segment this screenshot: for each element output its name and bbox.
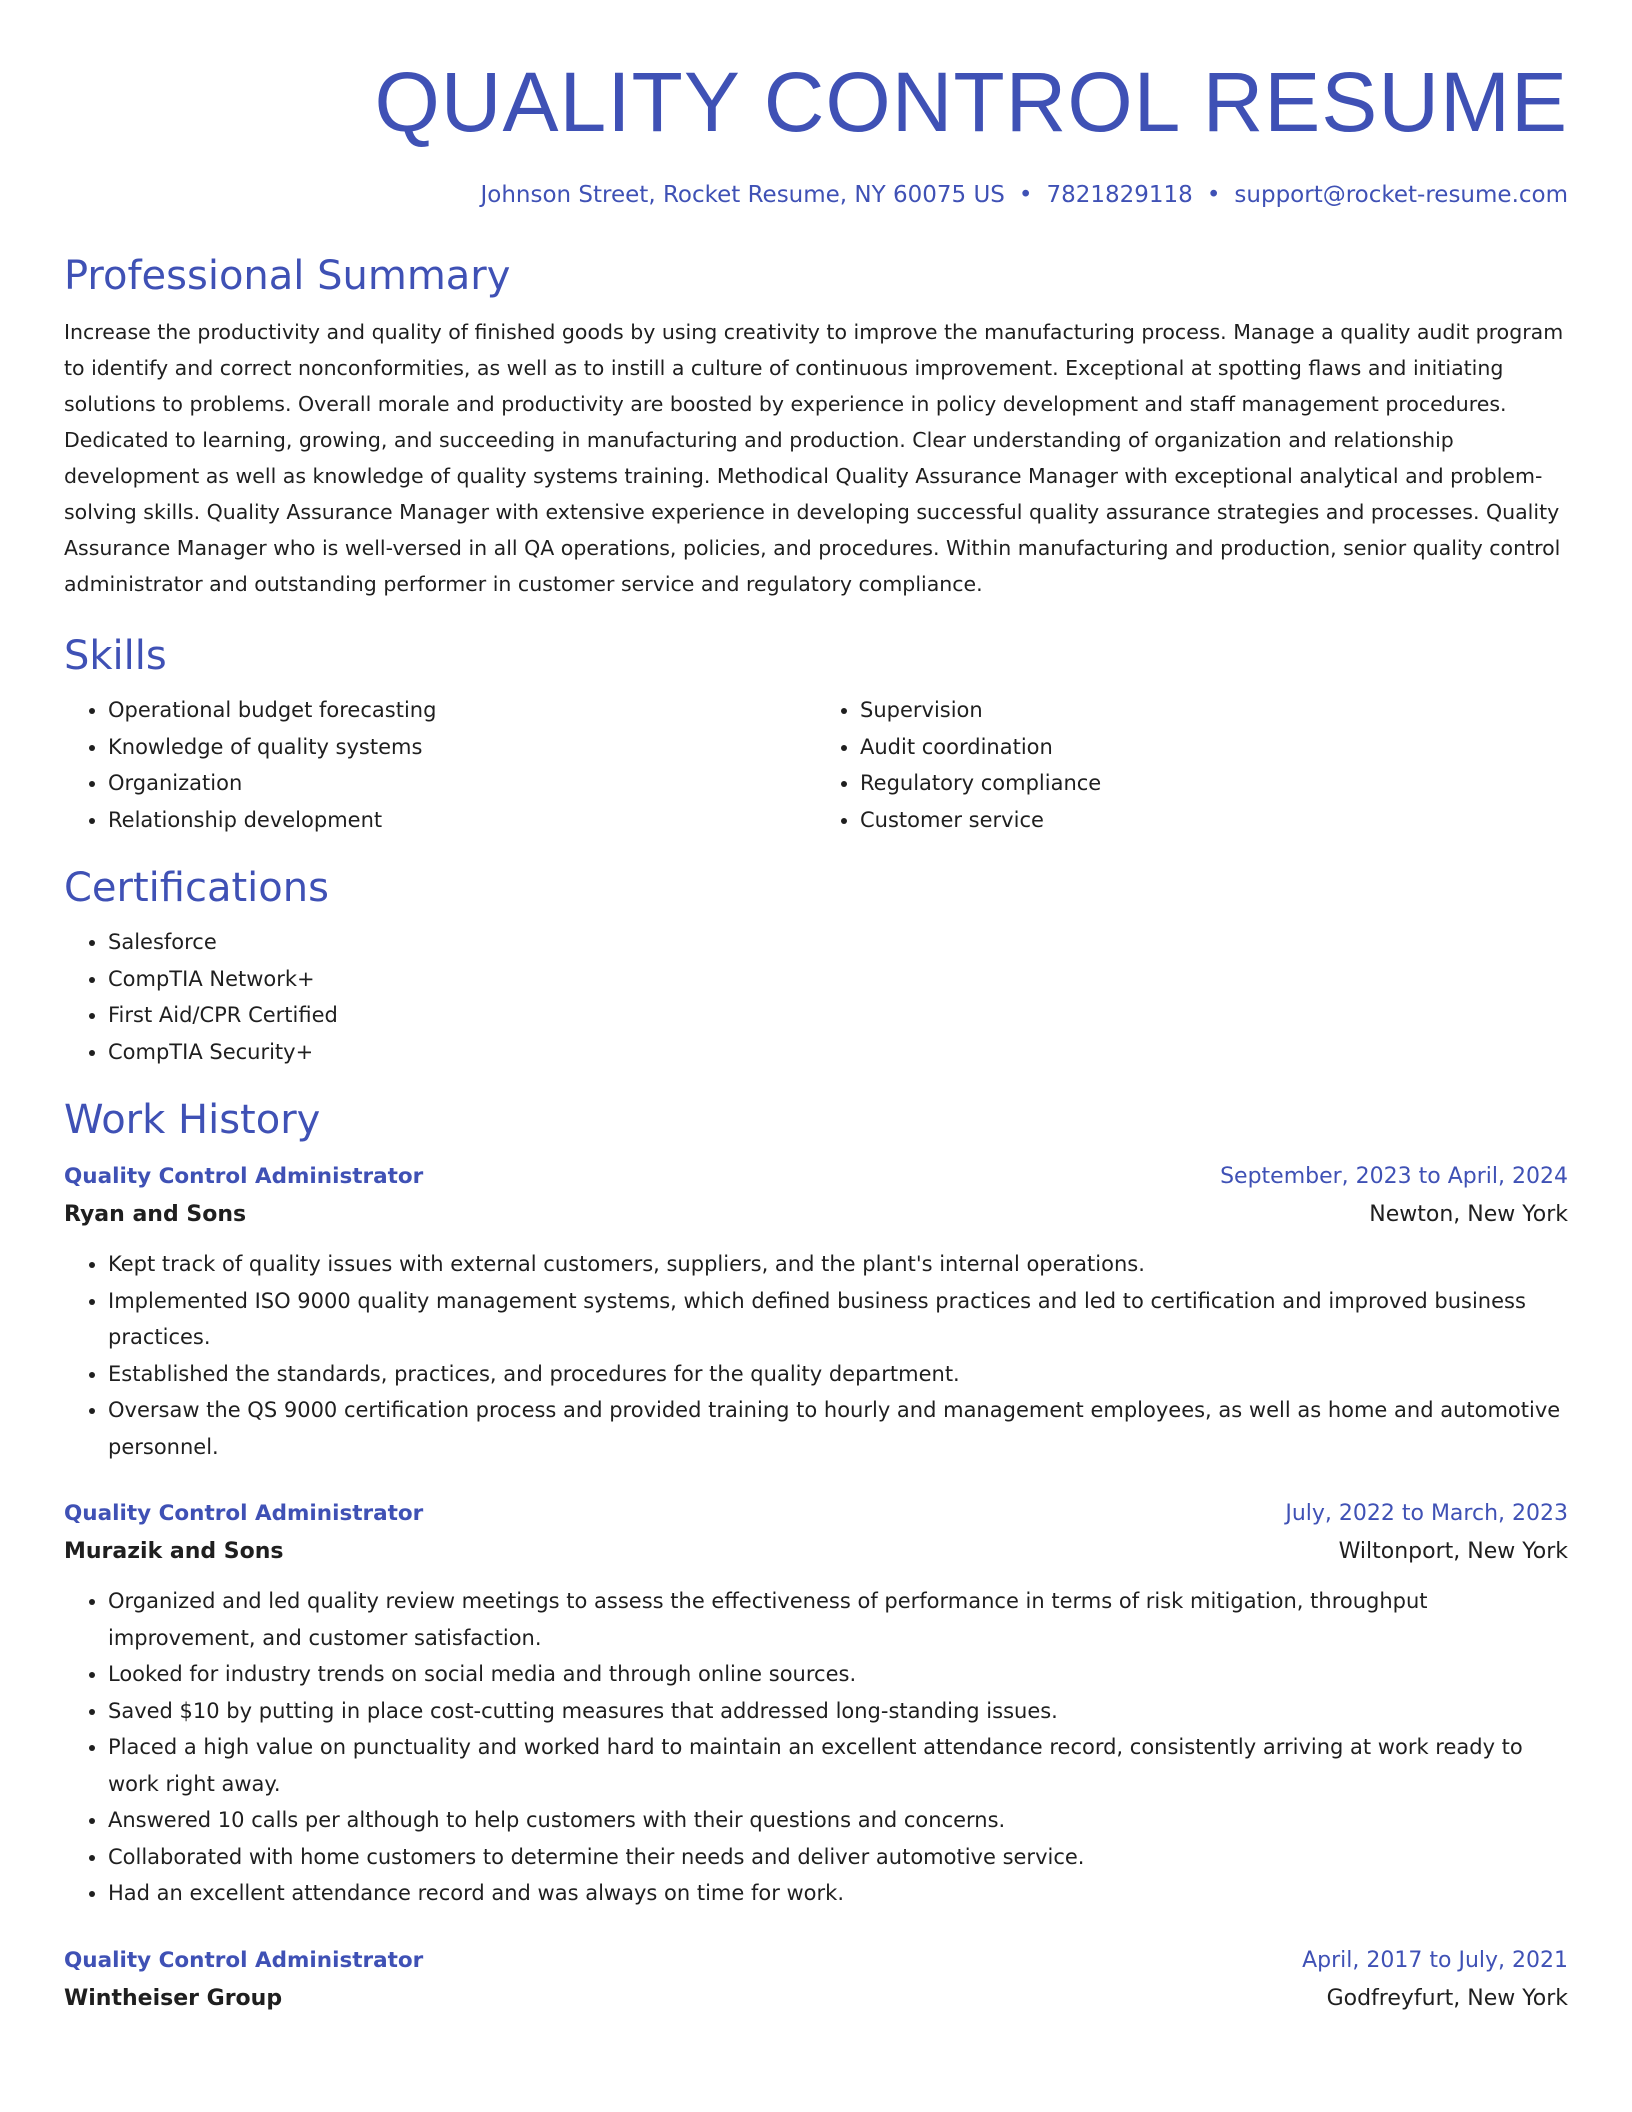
job-entry	[64, 1495, 1568, 1912]
contact-email[interactable]: support@rocket-resume.com	[1234, 182, 1568, 208]
job-header-row	[64, 1158, 1568, 1196]
summary-section	[64, 252, 1568, 602]
skill-item: • Knowledge of quality systems	[108, 729, 816, 766]
contact-separator: •	[1206, 182, 1221, 208]
job-header-row	[64, 1495, 1568, 1533]
certifications-list	[64, 924, 1568, 1070]
skill-item: • Customer service	[860, 802, 1568, 839]
job-company: Murazik and Sons	[64, 1539, 284, 1564]
job-dates: July, 2022 to March, 2023	[1285, 1501, 1568, 1526]
job-bullet: • Looked for industry trends on social media and through online sources.	[108, 1656, 1568, 1693]
job-bullets	[64, 1583, 1568, 1912]
job-bullet: • Had an excellent attendance record and was always on time for work.	[108, 1875, 1568, 1912]
job-company-row	[64, 1196, 1568, 1234]
job-dates: April, 2017 to July, 2021	[1302, 1947, 1568, 1973]
skills-list-left	[64, 692, 816, 838]
job-bullet: • Answered 10 calls per although to help customers with their questions and concerns.	[108, 1802, 1568, 1839]
contact-separator: •	[1018, 182, 1033, 208]
section-title-work-history: Work History	[64, 1097, 321, 1143]
job-company: Ryan and Sons	[64, 1202, 247, 1227]
job-bullet: • Placed a high value on punctuality and worked hard to maintain an excellent attendance record, consistently arriving at work ready to work right away.	[108, 1729, 1568, 1802]
job-location: Godfreyfurt, New York	[1326, 1985, 1568, 2011]
section-title-skills: Skills	[64, 633, 167, 679]
summary-text: Increase the productivity and quality of finished goods by using creativity to improve the manufacturing process. Manage a quality audit program to identify and correct nonconformities, as well as to instill a culture of continuous improvement. Exceptional at spotting flaws and initiating solutions to problems. Overall morale and productivity are boosted by experience in policy development and staff management procedures. Dedicated to learning, growing, and succeeding in manufacturing and production. Clear understanding of organization and relationship development as well as knowledge of quality systems training. Methodical Quality Assurance Manager with exceptional analytical and problem-solving skills. Quality Assurance Manager with extensive experience in developing successful quality assurance strategies and processes. Quality Assurance Manager who is well-versed in all QA operations, policies, and procedures. Within manufacturing and production, senior quality control administrator and outstanding performer in customer service and regulatory compliance.	[64, 320, 1564, 596]
job-company-row	[64, 1980, 1568, 2018]
job-company-row	[64, 1533, 1568, 1571]
skills-list-right	[816, 692, 1568, 838]
job-bullet: • Collaborated with home customers to determine their needs and deliver automotive service.	[108, 1839, 1568, 1876]
certification-item: • Salesforce	[108, 924, 1568, 961]
skills-section	[64, 632, 1568, 838]
skill-item: • Regulatory compliance	[860, 765, 1568, 802]
job-title: Quality Control Administrator	[64, 1947, 424, 1973]
work-history-section	[64, 1096, 1568, 2018]
resume-name: QUALITY CONTROL RESUME	[374, 55, 1568, 149]
certification-item: • CompTIA Network+	[108, 961, 1568, 998]
contact-line	[64, 180, 1568, 210]
job-location: Wiltonport, New York	[1338, 1539, 1568, 1564]
job-bullet: • Kept track of quality issues with external customers, suppliers, and the plant's internal operations.	[108, 1246, 1568, 1283]
job-company: Wintheiser Group	[64, 1985, 283, 2011]
job-title: Quality Control Administrator	[64, 1164, 424, 1189]
certifications-section	[64, 864, 1568, 1070]
job-bullet: • Oversaw the QS 9000 certification process and provided training to hourly and management employees, as well as home and automotive personnel.	[108, 1392, 1568, 1465]
contact-phone: 7821829118	[1046, 182, 1193, 208]
job-bullets	[64, 1246, 1568, 1465]
resume-header	[64, 0, 1568, 210]
job-entry	[64, 1942, 1568, 2018]
job-dates: September, 2023 to April, 2024	[1220, 1164, 1568, 1189]
skill-item: • Audit coordination	[860, 729, 1568, 766]
section-title-certifications: Certifications	[64, 865, 329, 911]
job-entry	[64, 1158, 1568, 1465]
skill-item: • Relationship development	[108, 802, 816, 839]
skill-item: • Operational budget forecasting	[108, 692, 816, 729]
certification-item: • CompTIA Security+	[108, 1034, 1568, 1071]
skill-item: • Organization	[108, 765, 816, 802]
job-bullet: • Established the standards, practices, and procedures for the quality department.	[108, 1356, 1568, 1393]
skills-columns	[64, 692, 1568, 838]
job-header-row	[64, 1942, 1568, 1980]
skill-item: • Supervision	[860, 692, 1568, 729]
certification-item: • First Aid/CPR Certified	[108, 997, 1568, 1034]
job-bullet: • Organized and led quality review meetings to assess the effectiveness of performance in terms of risk mitigation, throughput improvement, and customer satisfaction.	[108, 1583, 1568, 1656]
job-location: Newton, New York	[1369, 1202, 1568, 1227]
job-bullet: • Saved $10 by putting in place cost-cutting measures that addressed long-standing issues.	[108, 1693, 1568, 1730]
contact-address: Johnson Street, Rocket Resume, NY 60075 US	[480, 182, 1005, 208]
section-title-summary: Professional Summary	[64, 253, 511, 299]
job-bullet: • Implemented ISO 9000 quality management systems, which defined business practices and led to certification and improved business practices.	[108, 1283, 1568, 1356]
job-title: Quality Control Administrator	[64, 1501, 424, 1526]
